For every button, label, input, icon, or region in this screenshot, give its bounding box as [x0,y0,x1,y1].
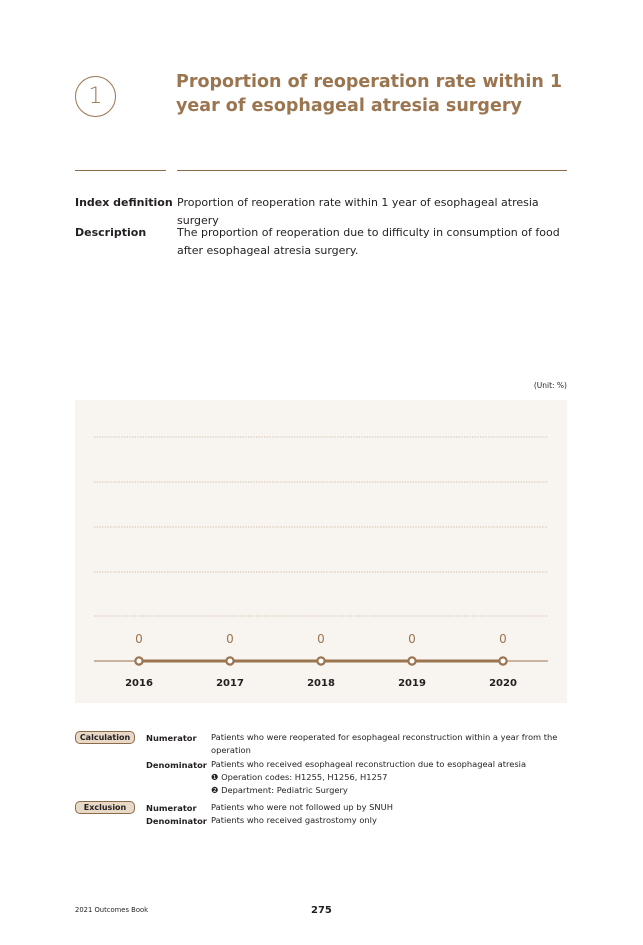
unit-label: (Unit: %) [533,381,567,390]
description-label: Description [75,226,147,239]
index-definition-label: Index definition [75,196,173,209]
index-definition-text: Proportion of reoperation rate within 1 year of esophageal atresia surgery [177,196,539,227]
x-tick-label: 2017 [216,678,244,689]
excl-denominator-label: Denominator [146,816,207,826]
calc-numerator-text [211,731,566,757]
calculation-badge: Calculation [75,731,135,744]
data-label: 0 [408,632,416,646]
data-label: 0 [135,632,143,646]
description-text: The proportion of reoperation due to difficulty in consumption of food after esophageal atresia surgery. [177,226,560,257]
data-point [499,657,506,664]
data-point [317,657,324,664]
calc-denominator-line: ❶ Operation codes: H1255, H1256, H1257 [211,772,388,782]
footer-book-title: 2021 Outcomes Book [75,906,149,914]
page-title: Proportion of reoperation rate within 1 year of esophageal atresia surgery [176,72,563,116]
x-tick-label: 2020 [489,678,517,689]
data-point [135,657,142,664]
excl-numerator-label: Numerator [146,803,197,813]
x-tick-label: 2016 [125,678,153,689]
data-label: 0 [499,632,507,646]
exclusion-badge: Exclusion [75,801,135,814]
calc-numerator-label: Numerator [146,733,197,743]
calc-denominator-text [211,758,566,797]
calc-numerator-line: operation [211,745,251,755]
excl-denominator-text: Patients who received gastrostomy only [211,815,377,825]
data-point [408,657,415,664]
calc-numerator-line: Patients who were reoperated for esophageal reconstruction within a year from the [211,732,558,742]
excl-numerator-text: Patients who were not followed up by SNUH [211,802,393,812]
x-tick-label: 2018 [307,678,335,689]
page-number: 275 [311,905,332,916]
x-tick-label: 2019 [398,678,426,689]
calc-denominator-line: ❷ Department: Pediatric Surgery [211,785,348,795]
data-label: 0 [317,632,325,646]
section-number: 1 [88,84,103,109]
data-point [226,657,233,664]
calc-denominator-label: Denominator [146,760,207,770]
calc-denominator-line: Patients who received esophageal reconstruction due to esophageal atresia [211,759,527,769]
data-label: 0 [226,632,234,646]
